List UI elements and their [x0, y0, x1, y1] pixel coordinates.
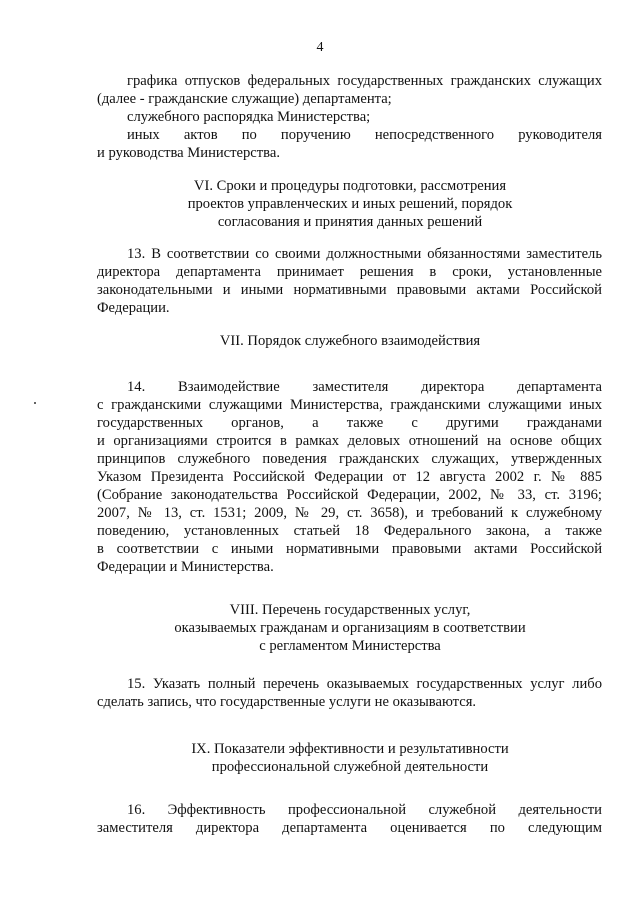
paragraph-15: сделать запись, что государственные услуги не оказываются.: [97, 694, 477, 710]
paragraph-14: 2007, № 13, ст. 1531; 2009, № 29, ст. 3658), и требований к служебному: [97, 505, 602, 521]
paragraph-14: принципов служебного поведения гражданских служащих, утвержденных: [97, 451, 602, 467]
page-number: 4: [316, 40, 324, 55]
paragraph-13: 13. В соответствии со своими должностными обязанностями заместитель: [127, 246, 602, 262]
paragraph-14: (Собрание законодательства Российской Федерации, 2002, № 33, ст. 3196;: [97, 487, 602, 503]
section-heading-viii: VIII. Перечень государственных услуг,: [229, 602, 471, 618]
paragraph-14: государственных органов, а также с другими гражданами: [97, 415, 602, 431]
paragraph-13: законодательными и иными нормативными правовыми актами Российской: [97, 282, 602, 298]
paragraph-14: в соответствии с иными нормативными правовыми актами Российской: [97, 541, 602, 557]
section-heading-viii: с регламентом Министерства: [259, 638, 441, 654]
paragraph-14: поведению, установленных статьей 18 Федерального закона, а также: [97, 523, 602, 539]
list-line: (далее - гражданские служащие) департамента;: [97, 91, 392, 107]
section-heading-vi: согласования и принятия данных решений: [217, 214, 483, 230]
section-heading-ix: IX. Показатели эффективности и результативности: [191, 741, 509, 757]
paragraph-14: 14. Взаимодействие заместителя директора департамента: [127, 379, 602, 395]
section-heading-vii: VII. Порядок служебного взаимодействия: [219, 333, 481, 349]
paragraph-14: Указом Президента Российской Федерации от 12 августа 2002 г. № 885: [97, 469, 602, 485]
paragraph-14: Федерации и Министерства.: [97, 559, 274, 575]
margin-mark: [34, 402, 36, 404]
list-line: служебного распорядка Министерства;: [127, 109, 371, 125]
list-line: графика отпусков федеральных государственных гражданских служащих: [127, 73, 602, 89]
section-heading-vi: проектов управленческих и иных решений, порядок: [187, 196, 513, 212]
paragraph-13: директора департамента принимает решения в сроки, установленные: [97, 264, 602, 280]
paragraph-14: и организациями строится в рамках деловых отношений на основе общих: [97, 433, 602, 449]
paragraph-15: 15. Указать полный перечень оказываемых государственных услуг либо: [127, 676, 602, 692]
section-heading-viii: оказываемых гражданам и организациям в соответствии: [174, 620, 526, 636]
paragraph-13: Федерации.: [97, 300, 170, 316]
paragraph-16: заместителя директора департамента оценивается по следующим: [97, 820, 602, 836]
section-heading-vi: VI. Сроки и процедуры подготовки, рассмотрения: [193, 178, 507, 194]
list-line: и руководства Министерства.: [97, 145, 280, 161]
section-heading-ix: профессиональной служебной деятельности: [211, 759, 489, 775]
paragraph-14: с гражданскими служащими Министерства, гражданскими служащими иных: [97, 397, 602, 413]
list-line: иных актов по поручению непосредственного руководителя: [127, 127, 602, 143]
paragraph-16: 16. Эффективность профессиональной служебной деятельности: [127, 802, 602, 818]
